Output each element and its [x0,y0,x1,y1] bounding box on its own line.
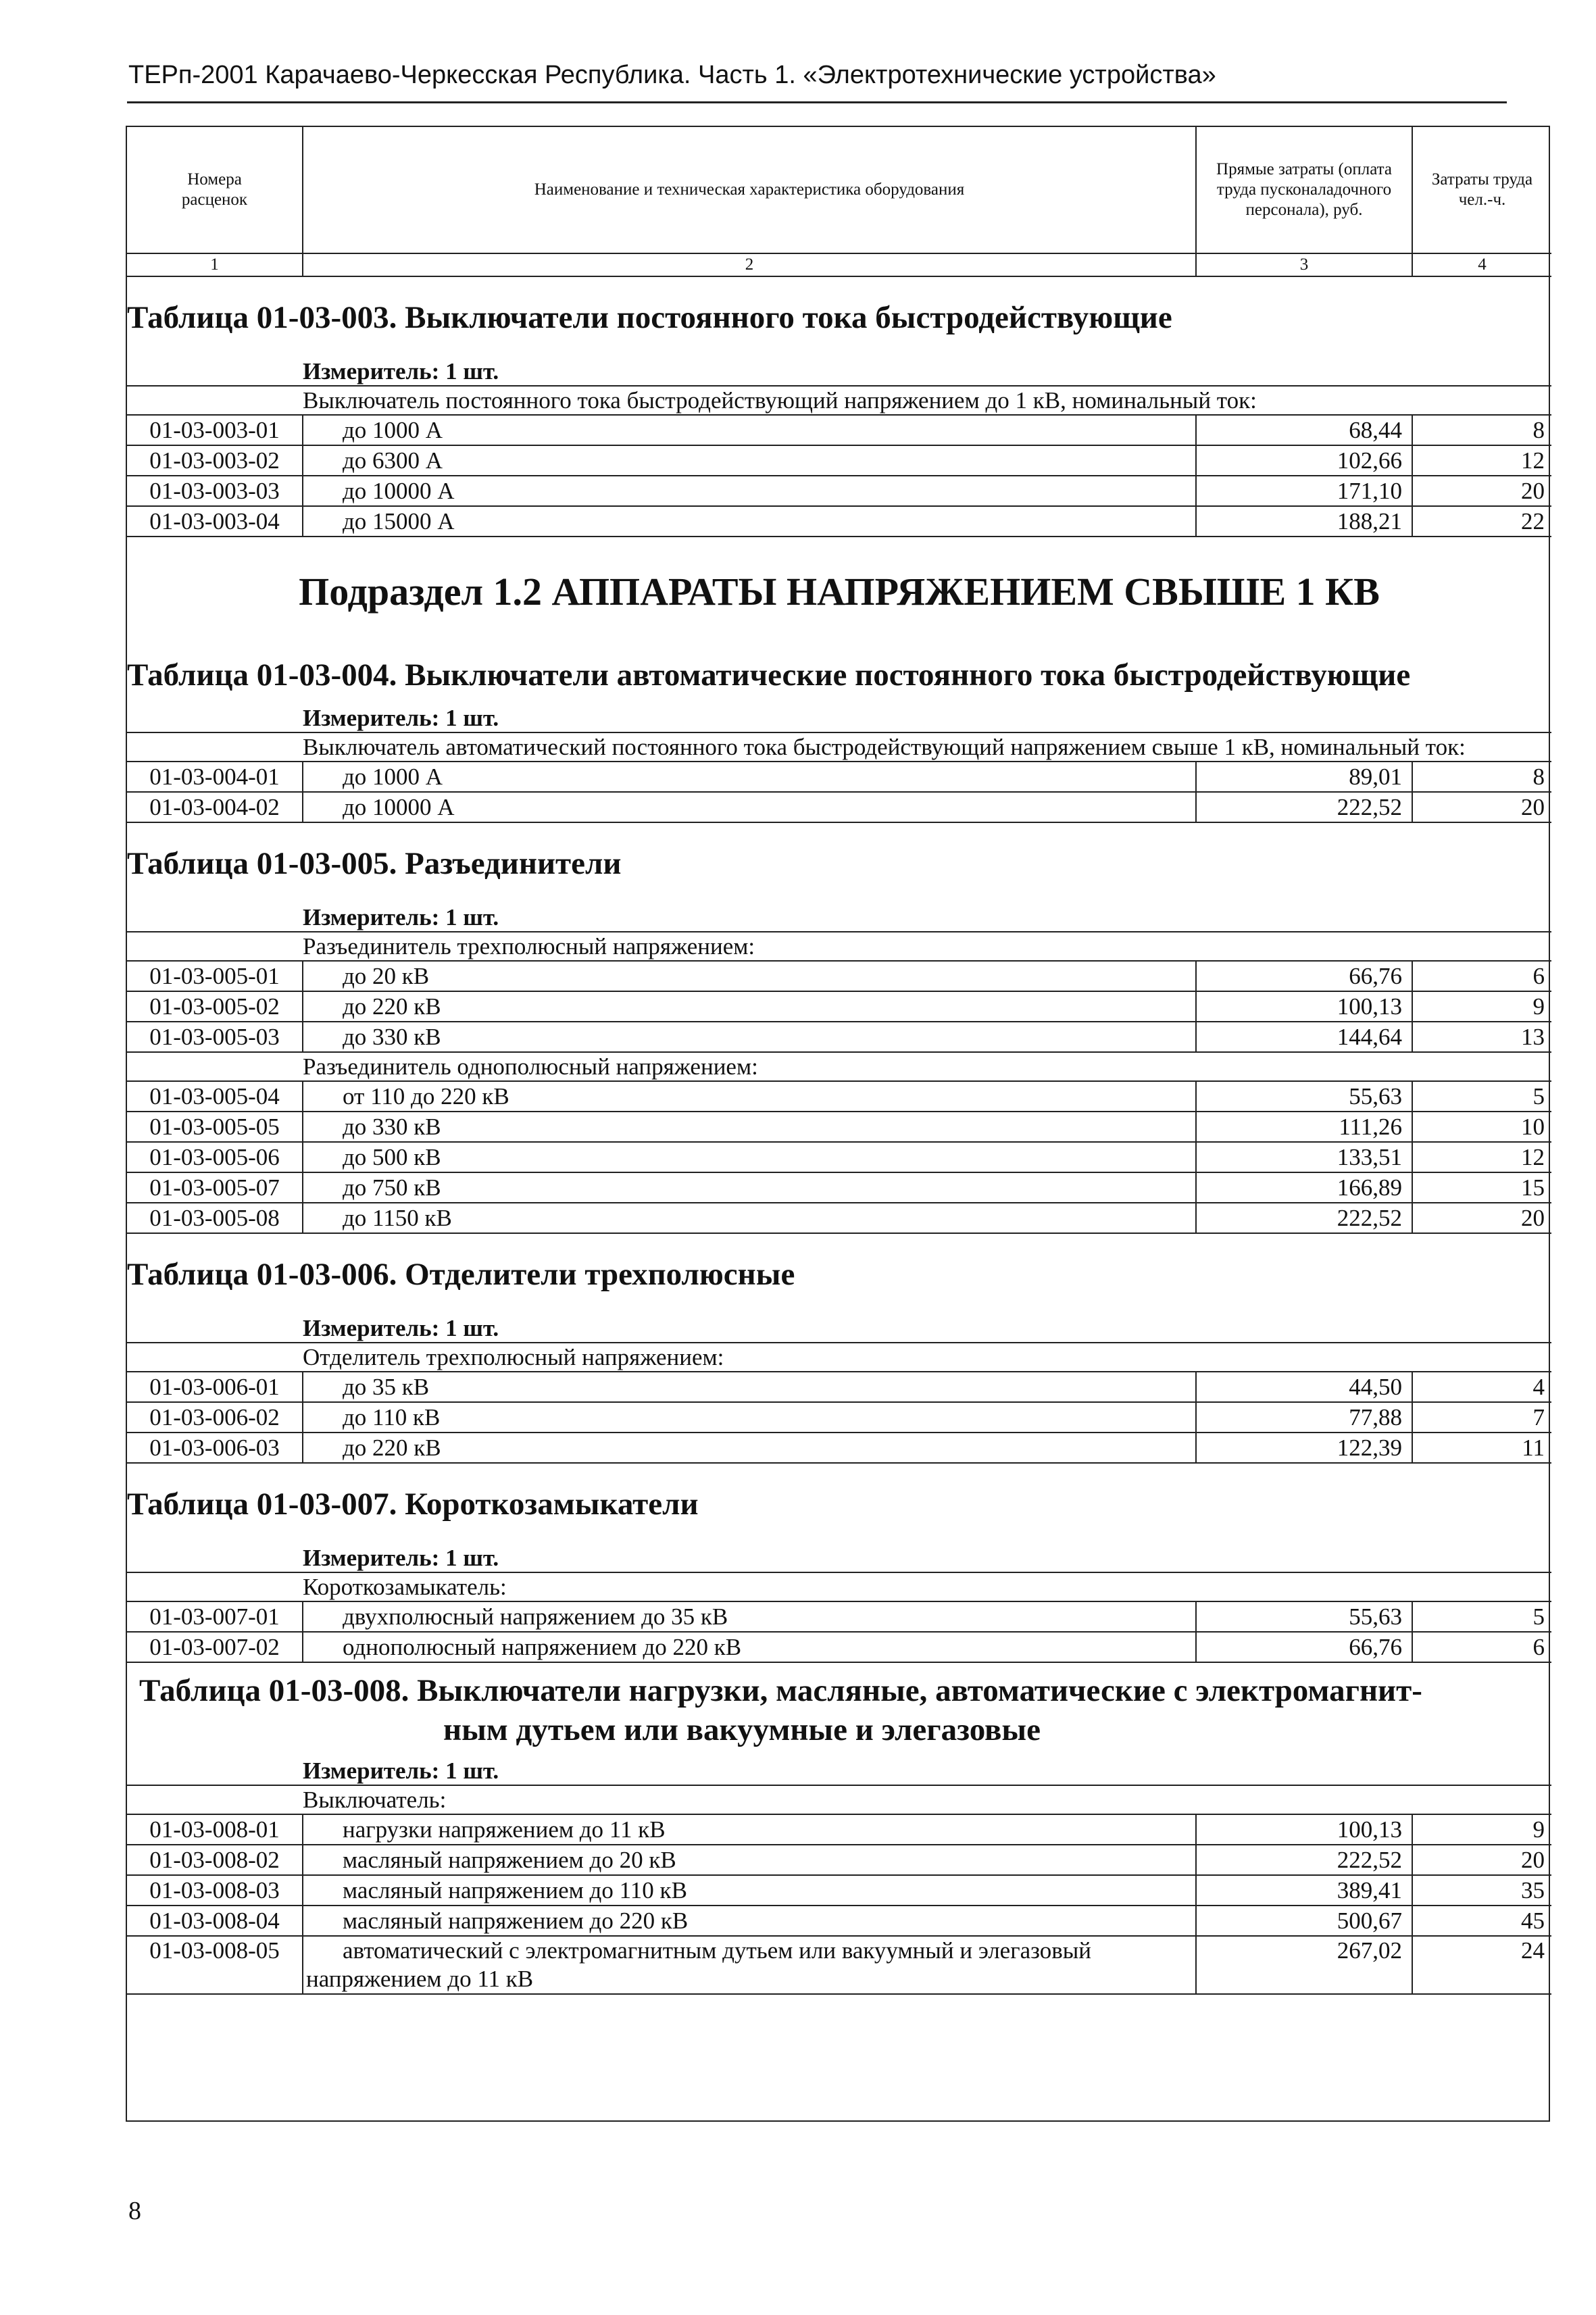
direct-cost: 166,89 [1196,1172,1412,1203]
labor-cost: 15 [1412,1172,1551,1203]
table-row [127,1632,1551,1662]
direct-cost: 102,66 [1196,445,1412,476]
table-row [127,762,1551,792]
direct-cost: 55,63 [1196,1601,1412,1632]
rate-code: 01-03-003-02 [127,445,303,476]
table-row [127,1112,1551,1142]
group-description: Разъединитель трехполюсный напряжением: [303,932,1551,961]
rate-code: 01-03-005-08 [127,1203,303,1233]
measure-unit: Измеритель: 1 шт. [303,705,499,731]
labor-cost: 6 [1412,1632,1551,1662]
measure-unit: Измеритель: 1 шт. [303,358,499,384]
labor-cost: 5 [1412,1081,1551,1112]
group-description: Выключатель автоматический постоянного тока быстродействующий напряжением свыше 1 кВ, номинальный ток: [303,732,1551,762]
item-name: до 1150 кВ [303,1203,1196,1233]
group-description: Короткозамыкатель: [303,1572,1551,1601]
col-number: 2 [303,253,1196,276]
table-title [127,276,1551,358]
item-name: до 220 кВ [303,1433,1196,1463]
direct-cost: 222,52 [1196,1845,1412,1875]
item-name: до 10000 А [303,476,1196,506]
direct-cost: 122,39 [1196,1433,1412,1463]
labor-cost: 9 [1412,1814,1551,1845]
table-row [127,991,1551,1022]
rate-code: 01-03-005-07 [127,1172,303,1203]
rate-code: 01-03-005-02 [127,991,303,1022]
direct-cost: 222,52 [1196,1203,1412,1233]
price-table [126,126,1550,2122]
direct-cost: 222,52 [1196,792,1412,822]
rate-code: 01-03-007-02 [127,1632,303,1662]
direct-cost: 77,88 [1196,1402,1412,1433]
table-row [127,1875,1551,1906]
rate-code: 01-03-005-03 [127,1022,303,1052]
table-title-text: Таблица 01-03-004. Выключатели автоматические постоянного тока быстродействующие [127,657,1411,693]
direct-cost: 89,01 [1196,762,1412,792]
rate-code: 01-03-005-04 [127,1081,303,1112]
item-name: до 6300 А [303,445,1196,476]
col-header-name: Наименование и техническая характеристика оборудования [303,127,1196,253]
table-row [127,1203,1551,1233]
table-row [127,1845,1551,1875]
rate-code: 01-03-005-06 [127,1142,303,1172]
labor-cost: 5 [1412,1601,1551,1632]
rate-code: 01-03-005-05 [127,1112,303,1142]
item-name: до 750 кВ [303,1172,1196,1203]
labor-cost: 10 [1412,1112,1551,1142]
table-title-line1: Таблица 01-03-008. Выключатели нагрузки, масляные, автоматические с электромагнит- [139,1673,1422,1708]
page-number: 8 [128,2197,141,2225]
direct-cost: 144,64 [1196,1022,1412,1052]
item-name: нагрузки напряжением до 11 кВ [303,1814,1196,1845]
labor-cost: 13 [1412,1022,1551,1052]
table-row [127,1372,1551,1402]
rate-code: 01-03-006-03 [127,1433,303,1463]
rate-code: 01-03-007-01 [127,1601,303,1632]
col-header-cost: Прямые затраты (оплата труда пусконаладочного персонала), руб. [1196,127,1412,253]
item-name: до 1000 А [303,762,1196,792]
labor-cost: 11 [1412,1433,1551,1463]
group-description: Выключатель постоянного тока быстродействующий напряжением до 1 кВ, номинальный ток: [303,386,1551,415]
item-name: до 330 кВ [303,1022,1196,1052]
table-row [127,1402,1551,1433]
item-name: до 500 кВ [303,1142,1196,1172]
rate-code: 01-03-003-01 [127,415,303,445]
table-row [127,506,1551,537]
table-title-text: Таблица 01-03-006. Отделители трехполюсные [127,1257,795,1292]
table-title-text: Таблица 01-03-003. Выключатели постоянного тока быстродействующие [127,300,1172,335]
table-row [127,1433,1551,1463]
measure-unit: Измеритель: 1 шт. [303,1315,499,1341]
direct-cost: 66,76 [1196,961,1412,991]
group-description: Отделитель трехполюсный напряжением: [303,1343,1551,1372]
table-title-text: Таблица 01-03-007. Короткозамыкатели [127,1487,699,1522]
item-name: однополюсный напряжением до 220 кВ [303,1632,1196,1662]
labor-cost: 20 [1412,476,1551,506]
table-row [127,1172,1551,1203]
table-title [127,1233,1551,1315]
direct-cost: 100,13 [1196,991,1412,1022]
labor-cost: 12 [1412,445,1551,476]
col-header-codes: Номера расценок [127,127,303,253]
labor-cost: 9 [1412,991,1551,1022]
table-header-row [127,127,1551,253]
labor-cost: 4 [1412,1372,1551,1402]
direct-cost: 267,02 [1196,1936,1412,1994]
measure-unit: Измеритель: 1 шт. [303,1758,499,1784]
item-name: до 1000 А [303,415,1196,445]
item-name [303,1936,1196,1994]
group-description: Разъединитель однополюсный напряжением: [303,1052,1551,1081]
item-name: до 220 кВ [303,991,1196,1022]
direct-cost: 188,21 [1196,506,1412,537]
rate-code: 01-03-006-02 [127,1402,303,1433]
rate-code: 01-03-004-01 [127,762,303,792]
col-number: 1 [127,253,303,276]
table-title-line2: ным дутьем или вакуумные и элегазовые [443,1712,1041,1747]
table-row [127,1601,1551,1632]
table-title [127,822,1551,904]
table-row [127,445,1551,476]
rate-code: 01-03-005-01 [127,961,303,991]
direct-cost: 389,41 [1196,1875,1412,1906]
table-title-text: Таблица 01-03-005. Разъединители [127,846,622,881]
direct-cost: 500,67 [1196,1906,1412,1936]
group-description: Выключатель: [303,1785,1551,1814]
section-title: Подраздел 1.2 АППАРАТЫ НАПРЯЖЕНИЕМ СВЫШЕ 1 КВ [299,569,1380,614]
rate-code: 01-03-008-04 [127,1906,303,1936]
col-header-labor: Затраты труда чел.-ч. [1431,170,1533,209]
item-name: до 330 кВ [303,1112,1196,1142]
table-row [127,1814,1551,1845]
direct-cost: 66,76 [1196,1632,1412,1662]
direct-cost: 55,63 [1196,1081,1412,1112]
table-title [127,1662,1551,1758]
direct-cost: 68,44 [1196,415,1412,445]
item-name: до 10000 А [303,792,1196,822]
labor-cost: 24 [1412,1936,1551,1994]
rate-code: 01-03-008-01 [127,1814,303,1845]
rate-code: 01-03-003-04 [127,506,303,537]
labor-cost: 20 [1412,792,1551,822]
item-name: до 35 кВ [303,1372,1196,1402]
labor-cost: 8 [1412,415,1551,445]
labor-cost: 12 [1412,1142,1551,1172]
labor-cost: 20 [1412,1845,1551,1875]
rate-code: 01-03-006-01 [127,1372,303,1402]
item-name: масляный напряжением до 220 кВ [303,1906,1196,1936]
col-number: 4 [1412,253,1551,276]
table-row [127,961,1551,991]
table-row [127,1936,1551,1994]
col-number: 3 [1196,253,1412,276]
labor-cost: 6 [1412,961,1551,991]
labor-cost: 20 [1412,1203,1551,1233]
item-name: двухполюсный напряжением до 35 кВ [303,1601,1196,1632]
item-name: от 110 до 220 кВ [303,1081,1196,1112]
table-row [127,1142,1551,1172]
direct-cost: 44,50 [1196,1372,1412,1402]
column-number-row [127,253,1551,276]
table-row [127,415,1551,445]
labor-cost: 45 [1412,1906,1551,1936]
rate-code: 01-03-008-03 [127,1875,303,1906]
table-row [127,1022,1551,1052]
item-name: до 20 кВ [303,961,1196,991]
item-name: до 15000 А [303,506,1196,537]
item-name: масляный напряжением до 110 кВ [303,1875,1196,1906]
table-row [127,792,1551,822]
item-name: масляный напряжением до 20 кВ [303,1845,1196,1875]
rate-code: 01-03-008-02 [127,1845,303,1875]
labor-cost: 35 [1412,1875,1551,1906]
direct-cost: 133,51 [1196,1142,1412,1172]
rate-code: 01-03-004-02 [127,792,303,822]
direct-cost: 100,13 [1196,1814,1412,1845]
item-name-line2: напряжением до 11 кВ [306,1966,534,1992]
table-row [127,476,1551,506]
measure-unit: Измеритель: 1 шт. [303,1545,499,1571]
rate-code: 01-03-003-03 [127,476,303,506]
item-name: до 110 кВ [303,1402,1196,1433]
direct-cost: 111,26 [1196,1112,1412,1142]
table-title [127,645,1551,705]
direct-cost: 171,10 [1196,476,1412,506]
measure-unit: Измеритель: 1 шт. [303,904,499,930]
rate-code: 01-03-008-05 [127,1936,303,1994]
page-header: ТЕРп-2001 Карачаево-Черкесская Республика. Часть 1. «Электротехнические устройства» [128,61,1216,89]
table-title [127,1463,1551,1545]
table-row [127,1906,1551,1936]
labor-cost: 22 [1412,506,1551,537]
header-rule [127,101,1507,103]
section-heading [127,537,1551,645]
table-row [127,1081,1551,1112]
item-name-line1: автоматический с электромагнитным дутьем или вакуумный и элегазовый [343,1937,1092,1964]
labor-cost: 7 [1412,1402,1551,1433]
labor-cost: 8 [1412,762,1551,792]
